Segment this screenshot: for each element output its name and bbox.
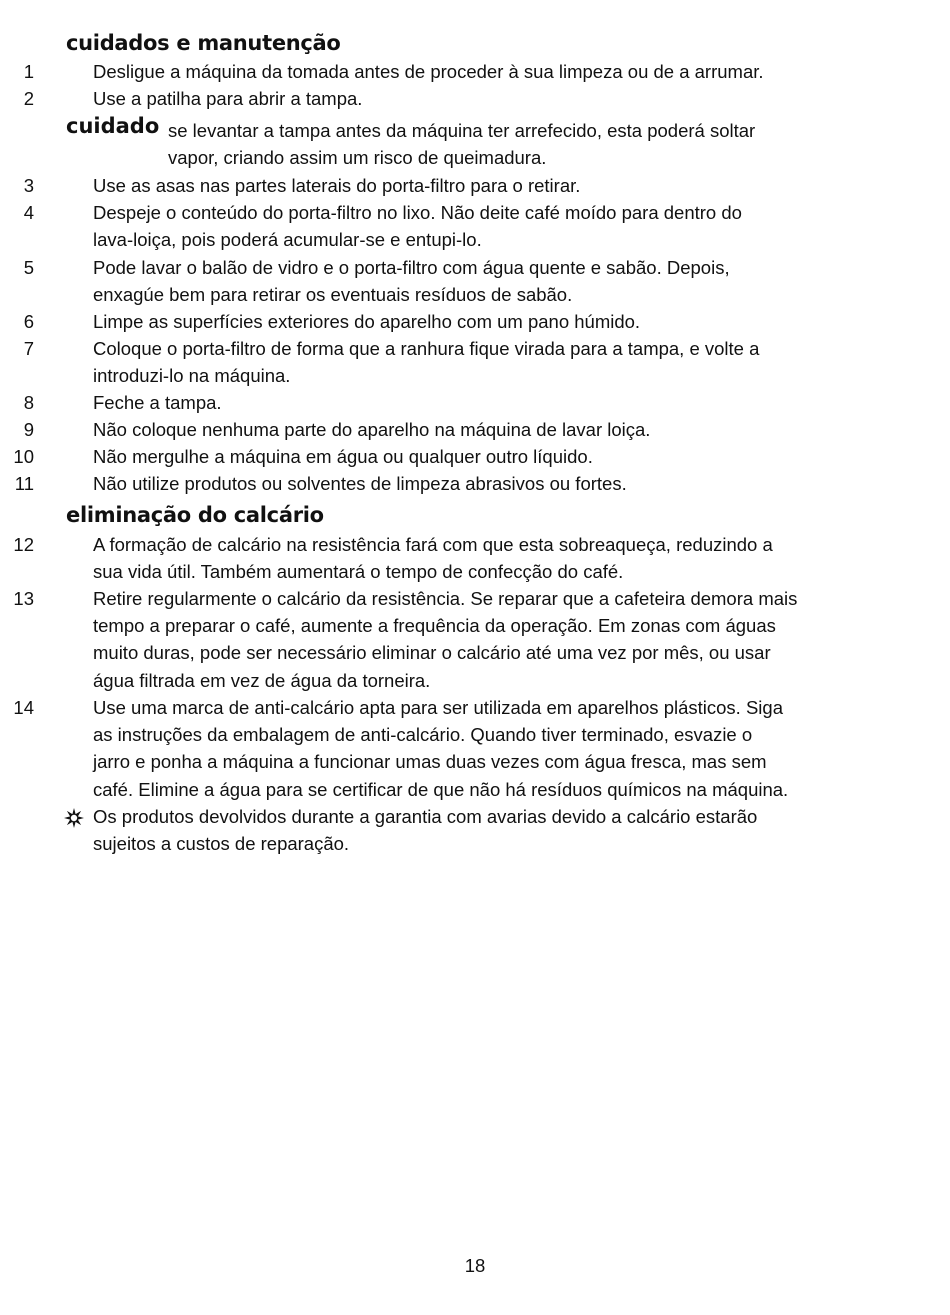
item-text: tempo a preparar o café, aumente a frequência da operação. Em zonas com águas xyxy=(93,615,776,637)
item-number: 1 xyxy=(23,61,34,82)
item-number: 7 xyxy=(23,338,34,359)
starburst-icon xyxy=(64,808,84,828)
list-item xyxy=(0,470,900,497)
item-text: Não utilize produtos ou solventes de limpeza abrasivos ou fortes. xyxy=(93,473,627,494)
item-number: 13 xyxy=(13,588,34,609)
page-number: 18 xyxy=(464,1255,486,1276)
item-text: lava-loiça, pois poderá acumular-se e entupi-lo. xyxy=(93,229,482,251)
item-number: 14 xyxy=(13,697,34,718)
list-item xyxy=(0,172,900,199)
item-number: 8 xyxy=(23,392,34,413)
warranty-note xyxy=(0,803,900,857)
item-text: Não coloque nenhuma parte do aparelho na máquina de lavar loiça. xyxy=(93,419,651,440)
item-number: 3 xyxy=(23,175,34,196)
item-text: jarro e ponha a máquina a funcionar umas duas vezes com água fresca, mas sem xyxy=(93,751,767,773)
caution-text-line: vapor, criando assim um risco de queimadura. xyxy=(168,147,547,169)
item-number: 10 xyxy=(13,446,34,467)
item-text: as instruções da embalagem de anti-calcário. Quando tiver terminado, esvazie o xyxy=(93,724,753,746)
item-text: introduzi-lo na máquina. xyxy=(93,365,291,387)
list-item xyxy=(0,416,900,443)
list-item xyxy=(0,308,900,335)
list-item xyxy=(0,254,900,308)
item-text: sua vida útil. Também aumentará o tempo de confecção do café. xyxy=(93,561,624,583)
list-item xyxy=(0,85,900,112)
item-text: Use a patilha para abrir a tampa. xyxy=(93,88,363,109)
item-text: Coloque o porta-filtro de forma que a ranhura fique virada para a tampa, e volte a xyxy=(93,338,760,359)
item-text: café. Elimine a água para se certificar de que não há resíduos químicos na máquina. xyxy=(93,778,789,800)
list-item xyxy=(0,531,900,585)
item-text: Use uma marca de anti-calcário apta para ser utilizada em aparelhos plásticos. Siga xyxy=(93,697,783,718)
note-text: sujeitos a custos de reparação. xyxy=(93,833,350,855)
item-number: 4 xyxy=(23,202,34,223)
list-item xyxy=(0,585,900,694)
item-number: 9 xyxy=(23,419,34,440)
item-text: Limpe as superfícies exteriores do aparelho com um pano húmido. xyxy=(93,311,641,332)
note-text: Os produtos devolvidos durante a garantia com avarias devido a calcário estarão xyxy=(93,806,758,827)
item-text: Não mergulhe a máquina em água ou qualquer outro líquido. xyxy=(93,446,593,467)
item-text: Retire regularmente o calcário da resistência. Se reparar que a cafeteira demora mais xyxy=(93,588,798,609)
list-item xyxy=(0,58,900,85)
item-text: Desligue a máquina da tomada antes de proceder à sua limpeza ou de a arrumar. xyxy=(93,61,764,82)
item-number: 6 xyxy=(23,311,34,332)
item-text: água filtrada em vez de água da torneira. xyxy=(93,669,431,691)
item-text: Despeje o conteúdo do porta-filtro no lixo. Não deite café moído para dentro do xyxy=(93,202,742,223)
item-text: muito duras, pode ser necessário eliminar o calcário até uma vez por mês, ou usar xyxy=(93,642,771,664)
item-text: Pode lavar o balão de vidro e o porta-filtro com água quente e sabão. Depois, xyxy=(93,257,730,278)
item-number: 2 xyxy=(23,88,34,109)
section-heading-care: cuidados e manutenção xyxy=(66,31,341,55)
list-item xyxy=(0,389,900,416)
list-item xyxy=(0,694,900,803)
list-item xyxy=(0,199,900,253)
section-heading-descaling: eliminação do calcário xyxy=(66,503,324,527)
item-number: 11 xyxy=(14,473,34,494)
item-text: Use as asas nas partes laterais do porta-filtro para o retirar. xyxy=(93,175,581,196)
caution-note xyxy=(0,114,900,171)
item-number: 12 xyxy=(13,534,34,555)
list-item xyxy=(0,443,900,470)
item-text: A formação de calcário na resistência fará com que esta sobreaqueça, reduzindo a xyxy=(93,534,773,555)
item-text: Feche a tampa. xyxy=(93,392,222,413)
item-number: 5 xyxy=(23,257,34,278)
caution-text-line: se levantar a tampa antes da máquina ter arrefecido, esta poderá soltar xyxy=(168,120,756,141)
caution-label: cuidado xyxy=(66,114,160,138)
list-item xyxy=(0,335,900,389)
item-text: enxagúe bem para retirar os eventuais resíduos de sabão. xyxy=(93,284,573,306)
